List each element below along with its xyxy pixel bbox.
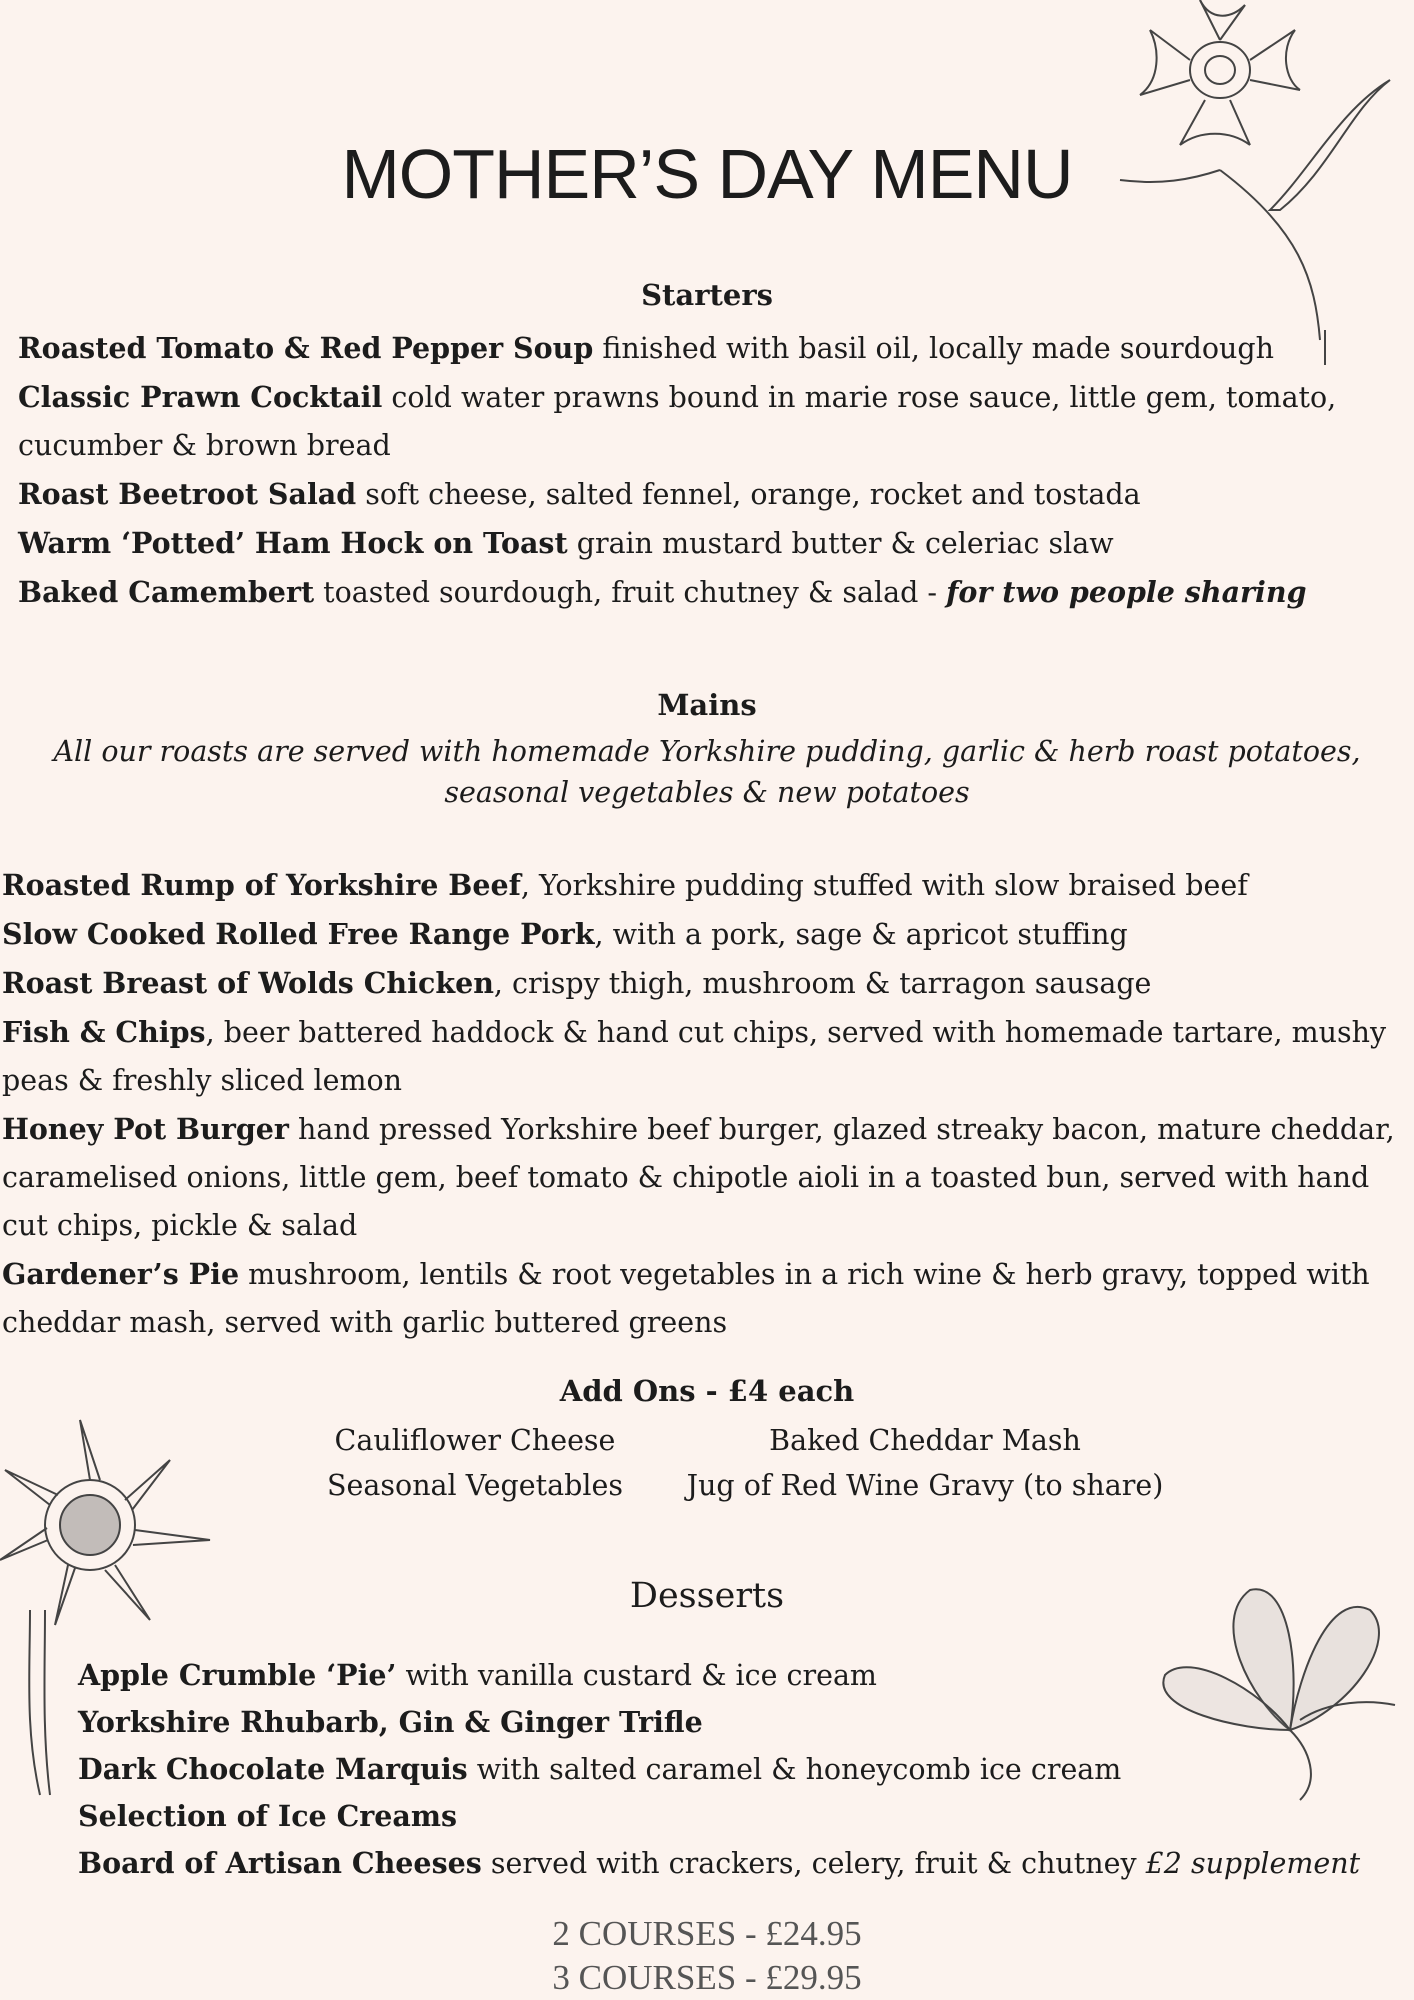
list-item: Roast Beetroot Salad soft cheese, salted fennel, orange, rocket and tostada [18, 477, 1141, 511]
mains-heading: Mains [657, 688, 757, 722]
mains-list [2, 861, 1397, 1347]
list-item: Apple Crumble ‘Pie’ with vanilla custard & ice cream [78, 1658, 877, 1692]
list-item: Roast Breast of Wolds Chicken, crispy thigh, mushroom & tarragon sausage [2, 966, 1152, 1000]
desserts-list [78, 1652, 1408, 1887]
desserts-heading: Desserts [629, 1576, 785, 1616]
list-item: Fish & Chips, beer battered haddock & hand cut chips, served with homemade tartare, mushy peas & freshly sliced lemon [2, 1015, 1387, 1097]
addons-heading: Add Ons - £4 each [559, 1374, 855, 1408]
mains-note-line1: All our roasts are served with homemade Yorkshire pudding, garlic & herb roast potatoes, [53, 735, 1361, 768]
list-item: Slow Cooked Rolled Free Range Pork, with a pork, sage & apricot stuffing [2, 917, 1128, 951]
list-item: Dark Chocolate Marquis with salted caramel & honeycomb ice cream [78, 1752, 1122, 1786]
page-title: MOTHER’S DAY MENU [341, 135, 1073, 213]
list-item: Baked Camembert toasted sourdough, fruit chutney & salad - for two people sharing [18, 575, 1307, 609]
list-item: Yorkshire Rhubarb, Gin & Ginger Trifle [78, 1705, 703, 1739]
list-item: Roasted Rump of Yorkshire Beef, Yorkshire pudding stuffed with slow braised beef [2, 868, 1248, 902]
three-courses-price: 3 COURSES - £29.95 [552, 1958, 862, 1997]
addon-item: Seasonal Vegetables [327, 1469, 623, 1502]
list-item: Gardener’s Pie mushroom, lentils & root vegetables in a rich wine & herb gravy, topped with cheddar mash, served with garlic buttered greens [2, 1257, 1370, 1339]
addon-item: Baked Cheddar Mash [769, 1424, 1081, 1457]
list-item: Board of Artisan Cheeses served with crackers, celery, fruit & chutney £2 supplement [78, 1846, 1361, 1880]
two-courses-price: 2 COURSES - £24.95 [552, 1914, 862, 1953]
list-item: Selection of Ice Creams [78, 1799, 458, 1833]
list-item: Honey Pot Burger hand pressed Yorkshire beef burger, glazed streaky bacon, mature cheddar, caramelised onions, little gem, beef tomato & chipotle aioli in a toasted bun, served with hand cut chips, pickle & salad [2, 1112, 1395, 1242]
starters-heading: Starters [641, 278, 773, 312]
addons-grid [300, 1424, 1200, 1502]
list-item: Classic Prawn Cocktail cold water prawns bound in marie rose sauce, little gem, tomato, cucumber & brown bread [18, 380, 1337, 462]
list-item: Warm ‘Potted’ Ham Hock on Toast grain mustard butter & celeriac slaw [18, 526, 1114, 560]
starters-list [18, 324, 1378, 617]
list-item: Roasted Tomato & Red Pepper Soup finished with basil oil, locally made sourdough [18, 331, 1274, 365]
addon-item: Jug of Red Wine Gravy (to share) [686, 1469, 1164, 1502]
addon-item: Cauliflower Cheese [334, 1424, 616, 1457]
mains-note-line2: seasonal vegetables & new potatoes [444, 776, 970, 809]
